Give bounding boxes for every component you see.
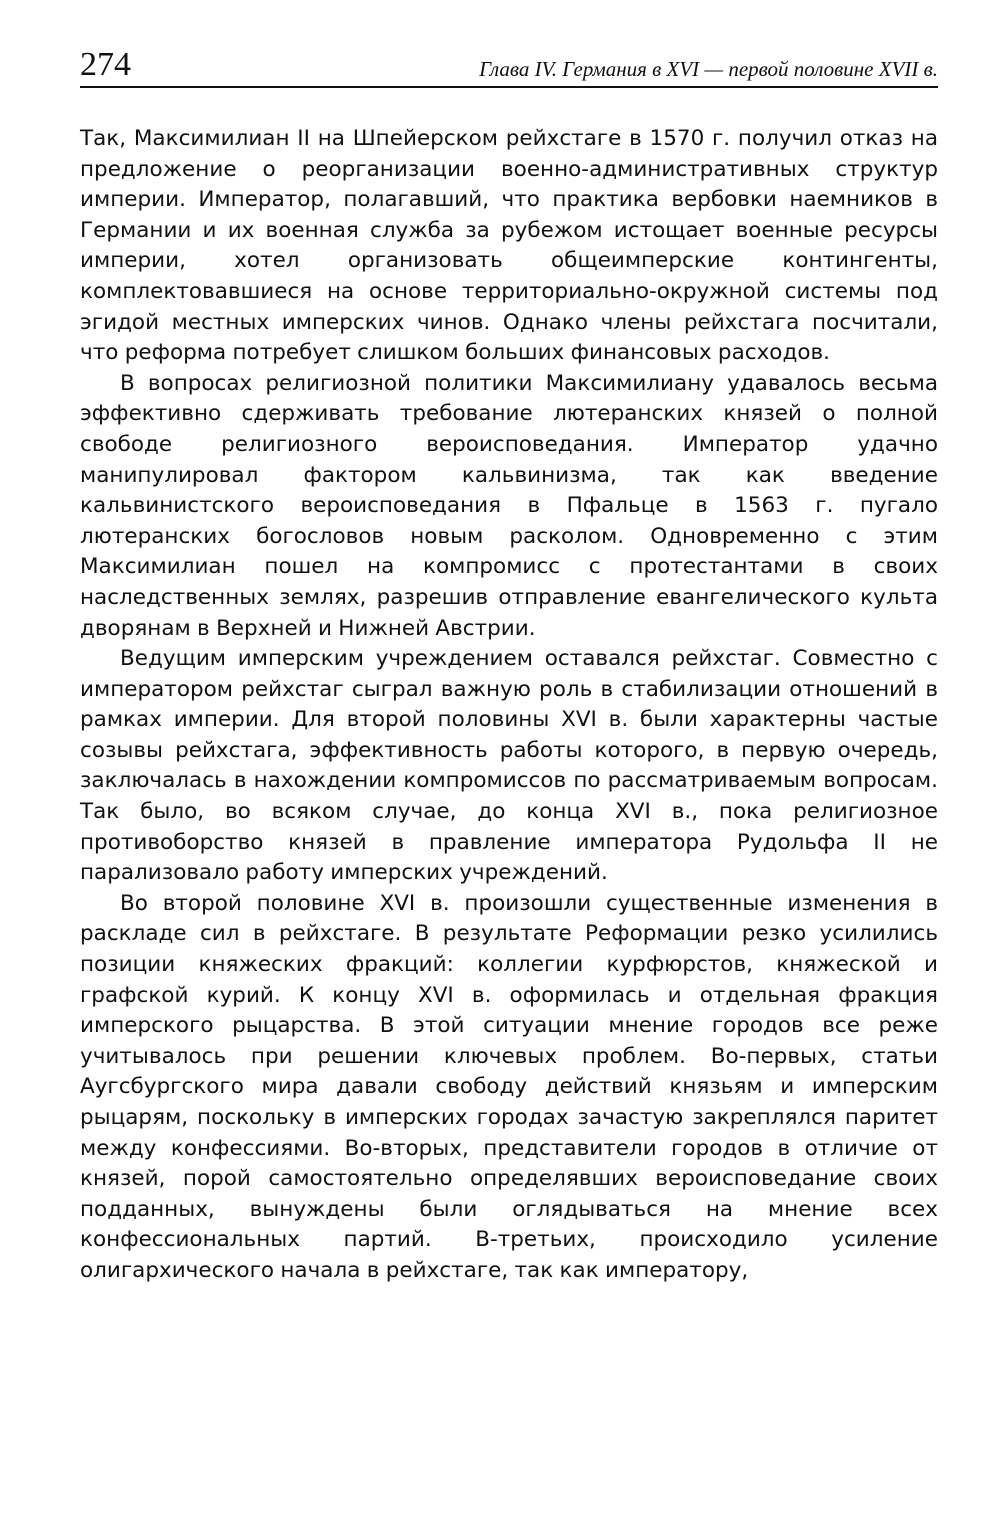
paragraph: Ведущим имперским учреждением оставался рейхстаг. Совместно с императором рейхстаг сыграл важную роль в стабилизации отношений в рамках империи. Для второй половины XVI в. были характерны частые созывы рейхстага, эффективность работы которого, в первую очередь, заключалась в нахождении компромиссов по рассматриваемым вопросам. Так было, во всяком случае, до конца XVI в., пока религиозное противоборство князей в правление императора Рудольфа II не парализовало работу имперских учреждений.	[80, 646, 938, 886]
chapter-title: Глава IV. Германия в XVI — первой половине XVII в.	[479, 57, 938, 81]
paragraph: Во второй половине XVI в. произошли существенные изменения в раскладе сил в рейхстаге. В результате Реформации резко усилились позиции княжеских фракций: коллегии курфюрстов, княжеской и графской курий. К концу XVI в. оформилась и отдельная фракция имперского рыцарства. В этой ситуации мнение городов все реже учитывалось при решении ключевых проблем. Во-первых, статьи Аугсбургского мира давали свободу действий князьям и имперским рыцарям, поскольку в имперских городах зачастую закреплялся паритет между конфессиями. Во-вторых, представители городов в отличие от князей, порой самостоятельно определявших вероисповедание своих подданных, вынуждены были оглядываться на мнение всех конфессиональных партий. В-третьих, происходило усиление олигархического начала в рейхстаге, так как императору,	[80, 890, 938, 1283]
running-header	[80, 38, 938, 88]
paragraph: В вопросах религиозной политики Максимилиану удавалось весьма эффективно сдерживать требование лютеранских князей о полной свободе религиозного вероисповедания. Император удачно манипулировал фактором кальвинизма, так как введение кальвинистского вероисповедания в Пфальце в 1563 г. пугало лютеранских богословов новым расколом. Одновременно с этим Максимилиан пошел на компромисс с протестантами в своих наследственных землях, разрешив отправление евангелического культа дворянам в Верхней и Нижней Австрии.	[80, 370, 938, 641]
page-number: 274	[80, 46, 131, 83]
paragraph: Так, Максимилиан II на Шпейерском рейхстаге в 1570 г. получил отказ на предложение о реорганизации военно-административных структур империи. Император, полагавший, что практика вербовки наемников в Германии и их военная служба за рубежом истощает военные ресурсы империи, хотел организовать общеимперские контингенты, комплектовавшиеся на основе территориально-окружной системы под эгидой местных имперских чинов. Однако члены рейхстага посчитали, что реформа потребует слишком больших финансовых расходов.	[80, 126, 938, 366]
text-body	[80, 124, 938, 1287]
book-page	[80, 38, 938, 1287]
